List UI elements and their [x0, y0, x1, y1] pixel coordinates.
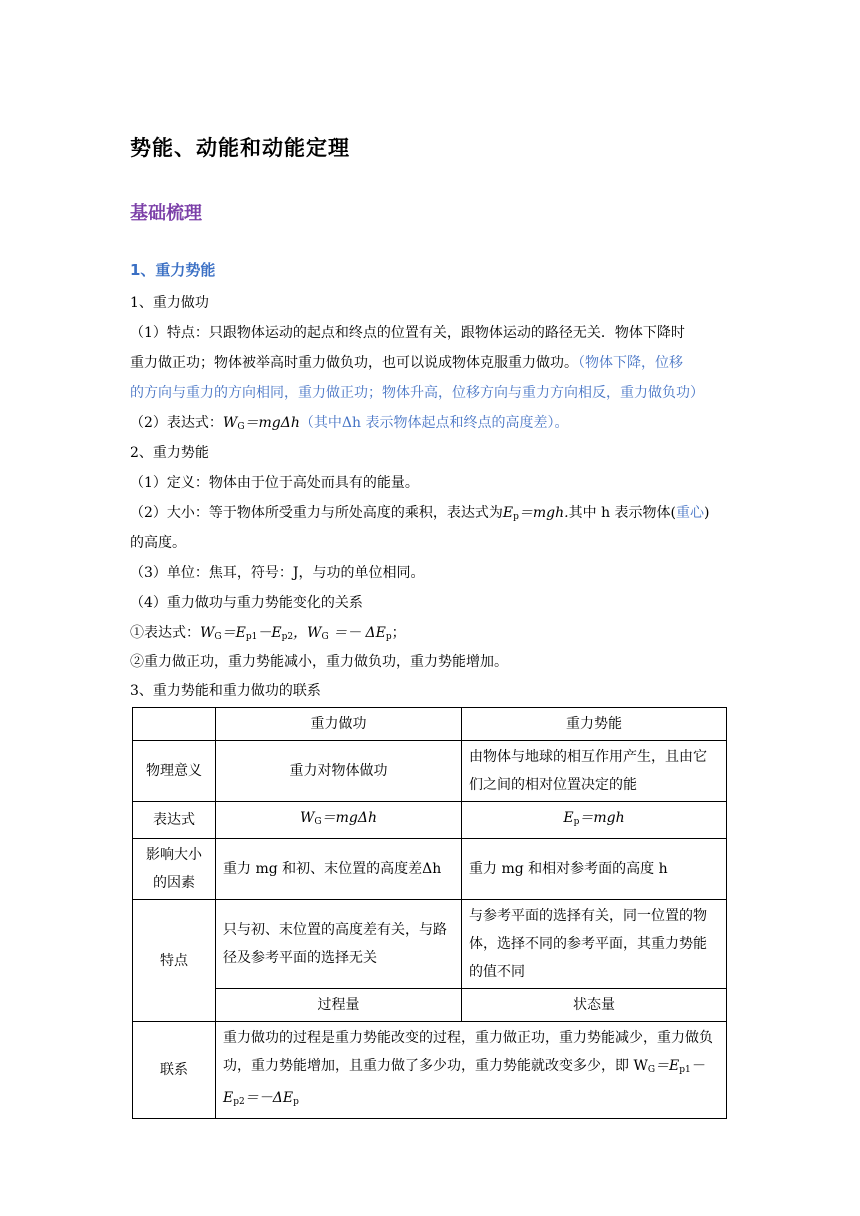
table-header-pe: 重力势能	[462, 708, 727, 741]
feature-note: （物体下降，位移	[578, 355, 683, 371]
link-sub-p1: p1	[679, 1065, 691, 1075]
relation-end: ；	[391, 625, 406, 641]
expression-label: （2）表达式：	[130, 415, 223, 431]
cell-expression-pe	[462, 802, 727, 839]
row-label-expression: 表达式	[133, 802, 216, 839]
magnitude-post: 其中 h 表示物体(	[568, 505, 677, 521]
link-delta: ＝－ΔE	[244, 1090, 294, 1106]
cell-e: E	[563, 810, 574, 826]
table-row	[133, 802, 727, 839]
magnitude-close: )	[704, 505, 710, 521]
subsection-heading: 1、重力势能	[130, 261, 216, 279]
gravity-work-heading: 1、重力做功	[130, 295, 209, 311]
relation-delta: ＝－ ΔE	[328, 625, 386, 641]
link-sub-g: G	[647, 1065, 656, 1075]
table-row	[133, 900, 727, 989]
relation-sub-g2: G	[321, 632, 329, 642]
link-sub-p: p	[293, 1097, 299, 1107]
relation-sub-p2: p2	[281, 632, 294, 642]
relation-sub-p1: p1	[245, 632, 258, 642]
magnitude-sub: p	[513, 512, 519, 522]
feature-line-1: （1）特点：只跟物体运动的起点和终点的位置有关，跟物体运动的路径无关．物体下降时	[130, 325, 685, 341]
cell-link	[216, 1022, 727, 1119]
magnitude-text: （2）大小：等于物体所受重力与所处高度的乘积，表达式为	[130, 505, 503, 521]
cell-factors-work: 重力 mg 和初、末位置的高度差Δh	[216, 839, 462, 900]
cell-meaning-pe: 由物体与地球的相互作用产生，且由它们之间的相对位置决定的能	[462, 741, 727, 802]
cell-state-quantity: 状态量	[462, 989, 727, 1022]
relation-e2: －E	[257, 625, 282, 641]
table-row	[133, 1022, 727, 1119]
link-sub-p2: p2	[233, 1097, 245, 1107]
row-label-factors: 影响大小的因素	[133, 839, 216, 900]
feature-note-line: 的方向与重力的方向相同，重力做正功；物体升高，位移方向与重力方向相反，重力做负功）	[130, 385, 704, 401]
row-label-link: 联系	[133, 1022, 216, 1119]
potential-energy-heading: 2、重力势能	[130, 445, 209, 461]
link-heading: 3、重力势能和重力做功的联系	[130, 683, 321, 699]
magnitude-line	[130, 503, 709, 527]
feature-line-2	[130, 353, 683, 373]
cell-w-sub: G	[314, 817, 322, 827]
cell-w-rest: ＝mgΔh	[321, 810, 377, 826]
relation-label: ①表达式：	[130, 625, 200, 641]
magnitude-e: E	[502, 505, 514, 521]
table-row	[133, 708, 727, 741]
relation-formula	[130, 623, 406, 647]
comparison-table	[132, 707, 727, 1119]
unit-line: （3）单位：焦耳，符号：J，与功的单位相同。	[130, 565, 425, 581]
cell-expression-work	[216, 802, 462, 839]
table-row	[133, 839, 727, 900]
center-of-gravity-note: 重心	[676, 505, 705, 521]
expression-rest: ＝mgΔh	[244, 415, 300, 431]
cell-process-quantity: 过程量	[216, 989, 462, 1022]
table-row	[133, 989, 727, 1022]
magnitude-rest: ＝mgh.	[518, 505, 569, 521]
relation-e1: ＝E	[221, 625, 246, 641]
relation-w2: ，W	[293, 625, 322, 641]
cell-w: W	[300, 810, 315, 826]
cell-e-rest: ＝mgh	[579, 810, 625, 826]
cell-factors-pe: 重力 mg 和相对参考面的高度 h	[462, 839, 727, 900]
link-e1: ＝E	[655, 1058, 680, 1074]
relation-sub-p: p	[385, 632, 392, 642]
expression-note: （其中Δh 表示物体起点和终点的高度差）。	[299, 415, 569, 431]
cell-feature-work: 只与初、末位置的高度差有关，与路径及参考平面的选择无关	[216, 900, 462, 989]
row-label-meaning: 物理意义	[133, 741, 216, 802]
cell-meaning-work: 重力对物体做功	[216, 741, 462, 802]
expression-w: W	[222, 415, 238, 431]
table-cell-empty	[133, 708, 216, 741]
magnitude-line-2: 的高度。	[130, 535, 186, 551]
link-e2: －E	[223, 1058, 705, 1106]
page-title: 势能、动能和动能定理	[130, 136, 350, 160]
table-header-work: 重力做功	[216, 708, 462, 741]
relation-sub-g: G	[214, 632, 222, 642]
feature-text: 重力做正功；物体被举高时重力做负功，也可以说成物体克服重力做功。	[130, 355, 578, 371]
relation-w: W	[200, 625, 215, 641]
relation-statement: ②重力做正功，重力势能减小，重力做负功，重力势能增加。	[130, 654, 508, 670]
row-label-feature: 特点	[133, 900, 216, 1022]
table-row	[133, 741, 727, 802]
section-heading: 基础梳理	[130, 203, 202, 224]
expression-line	[130, 413, 568, 437]
definition-line: （1）定义：物体由于位于高处而具有的能量。	[130, 475, 419, 491]
relation-heading: （4）重力做功与重力势能变化的关系	[130, 595, 363, 611]
cell-feature-pe: 与参考平面的选择有关，同一位置的物体，选择不同的参考平面，其重力势能的值不同	[462, 900, 727, 989]
cell-e-sub: p	[573, 817, 580, 827]
expression-sub: G	[237, 422, 245, 432]
link-text: 重力做功的过程是重力势能改变的过程，重力做正功，重力势能减少，重力做负功，重力势能增加，且重力做了多少功，重力势能就改变多少，即 W	[223, 1030, 713, 1074]
